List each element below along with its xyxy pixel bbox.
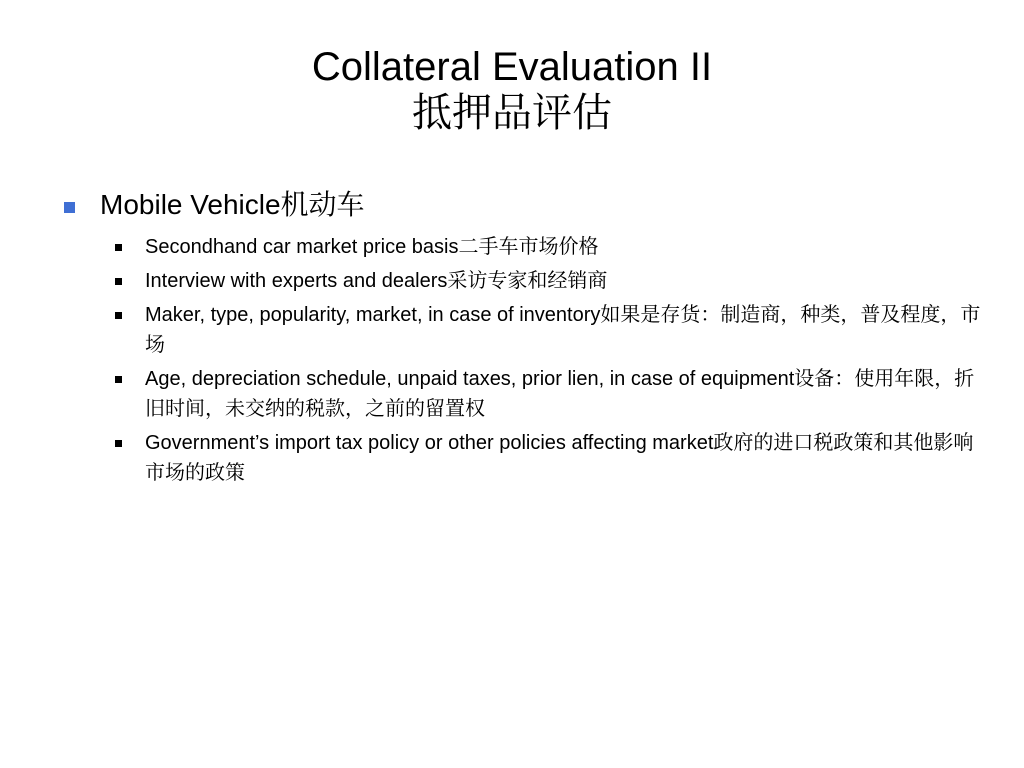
level2-bullet-text: Age, depreciation schedule, unpaid taxes, prior lien, in case of equipment设备：使用年限，折旧时间，未交纳的税款，之前的留置权 [145,368,975,420]
level1-bullet-text: Mobile Vehicle机动车 [100,189,365,220]
square-bullet-icon [115,376,122,383]
square-bullet-icon [64,202,75,213]
level2-bullet-item [106,300,992,360]
level2-bullet-item [106,428,992,488]
slide-title-chinese: 抵押品评估 [412,91,612,135]
level2-bullet-text: Interview with experts and dealers采访专家和经销商 [145,270,608,292]
level2-bullet-text: Government’s import tax policy or other policies affecting market政府的进口税政策和其他影响市场的政策 [145,432,974,484]
square-bullet-icon [115,278,122,285]
slide-title [0,44,1024,136]
level2-bullet-item [106,364,992,424]
square-bullet-icon [115,244,122,251]
level2-bullet-item [106,266,992,296]
level2-bullet-item [106,232,992,262]
slide-title-english: Collateral Evaluation II [311,45,713,89]
level1-bullet-item [62,186,992,224]
bullet-content [62,186,992,492]
square-bullet-icon [115,312,122,319]
square-bullet-icon [115,440,122,447]
level2-bullet-list [106,232,992,488]
level2-bullet-text: Secondhand car market price basis二手车市场价格 [145,236,599,258]
level2-bullet-text: Maker, type, popularity, market, in case of inventory如果是存货：制造商，种类，普及程度，市场 [145,304,981,356]
